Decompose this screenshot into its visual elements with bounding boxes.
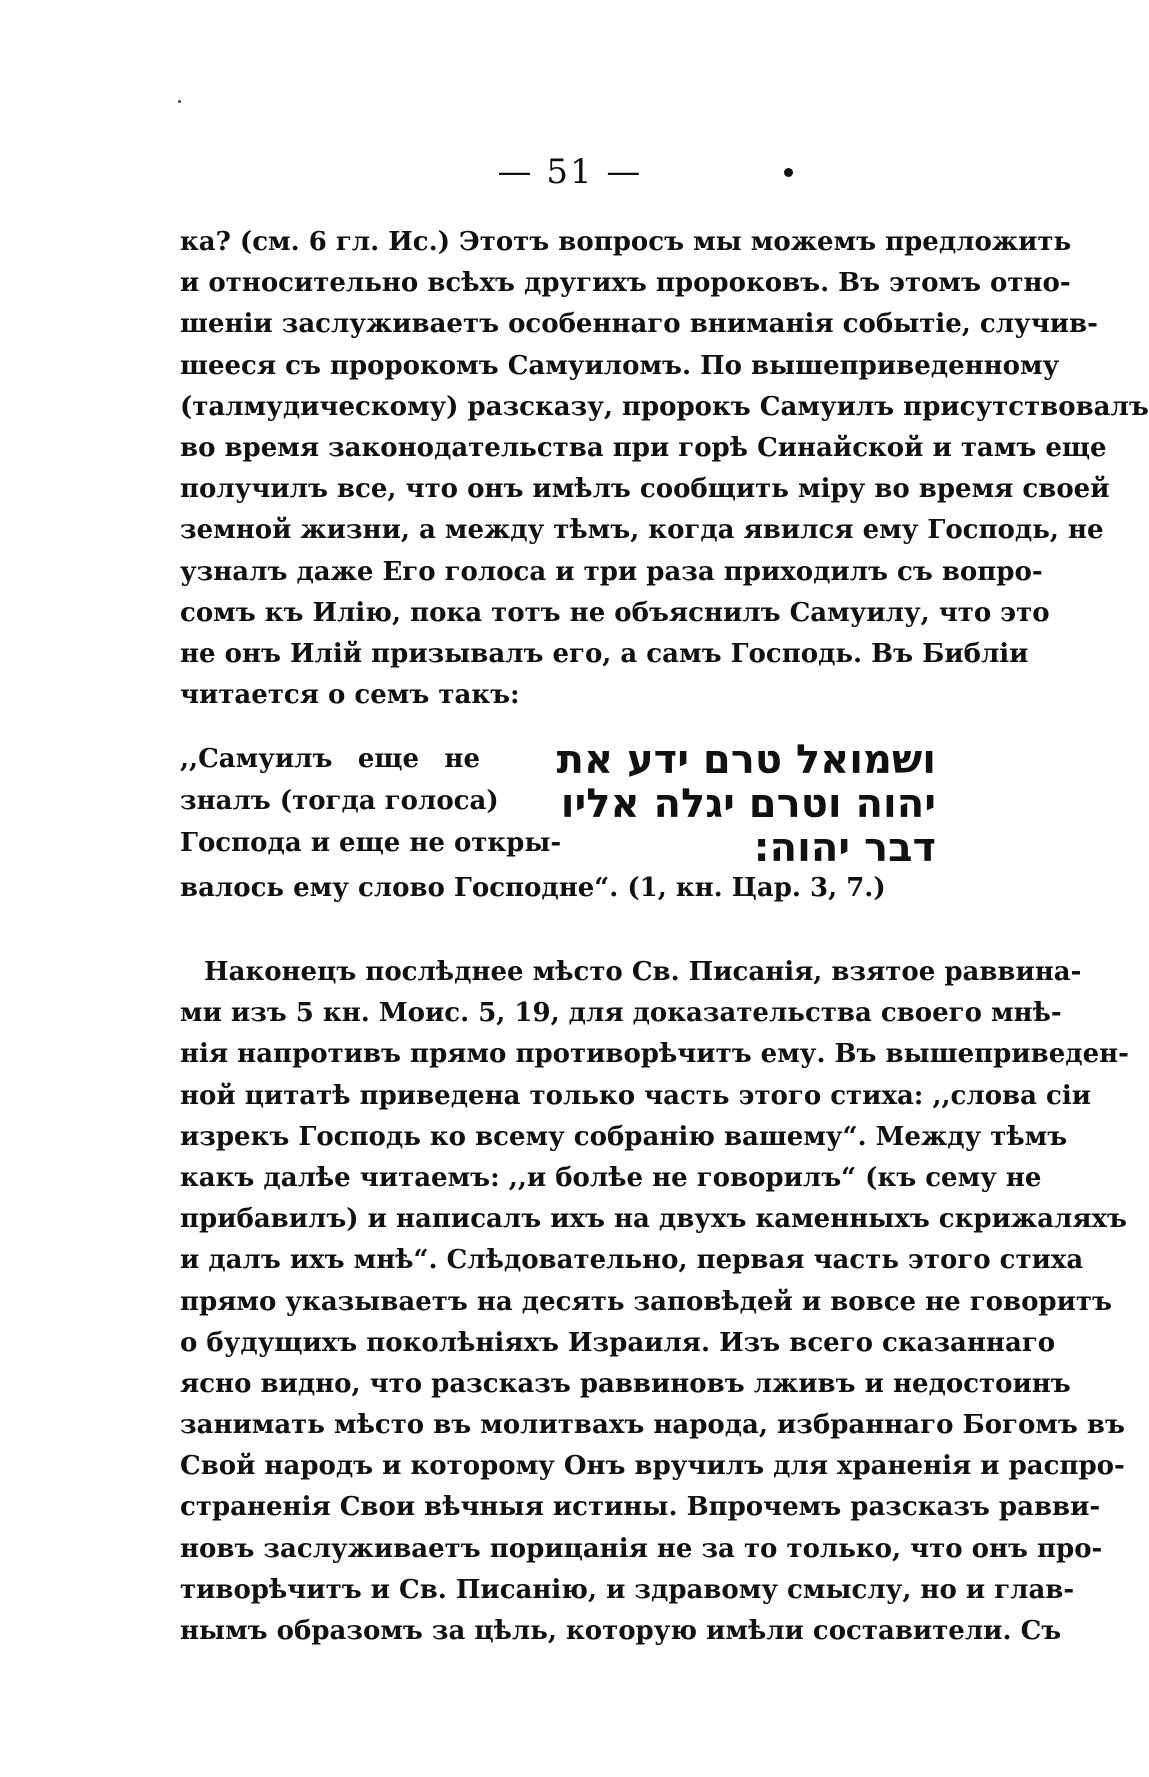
text-line: ми изъ 5 кн. Моис. 5, 19, для доказательства своего мнѣ-: [180, 998, 1062, 1029]
quote-russian: [180, 738, 562, 864]
text-line: и относительно всѣхъ другихъ пророковъ. Въ этомъ отно-: [180, 268, 1071, 299]
hebrew-line: דבר יהוה:: [753, 825, 936, 871]
text-line: ясно видно, что разсказъ раввиновъ лживъ и недостоинъ: [180, 1368, 1071, 1399]
text-line: изрекъ Господь ко всему собранію вашему“. Между тѣмъ: [180, 1121, 1068, 1152]
text-line: ной цитатѣ приведена только часть этого стиха: ,,слова сіи: [180, 1080, 1092, 1111]
quote-line: зналъ (тогда голоса): [180, 786, 499, 816]
text-line: новъ заслуживаетъ порицанія не за то только, что онъ про-: [180, 1533, 1103, 1564]
text-line: земной жизни, а между тѣмъ, когда явился ему Господь, не: [180, 515, 1104, 546]
text-line: ка? (см. 6 гл. Ис.) Этотъ вопросъ мы можемъ предложить: [180, 227, 1072, 257]
text-line: нымъ образомъ за цѣль, которую имѣли составители. Съ: [180, 1616, 1062, 1646]
text-line: читается о семъ такъ:: [180, 680, 520, 711]
paragraph-2: [180, 952, 1129, 1652]
text-line: шееся съ пророкомъ Самуиломъ. По вышеприведенному: [180, 350, 1060, 381]
text-line: нія напротивъ прямо противорѣчитъ ему. Въ вышеприведен-: [180, 1039, 1129, 1070]
paper-speck: [178, 100, 181, 103]
text-line: страненія Свои вѣчныя истины. Впрочемъ разсказъ равви-: [180, 1492, 1101, 1523]
bible-quote: [180, 738, 936, 918]
text-line: занимать мѣсто въ молитвахъ народа, избраннаго Богомъ въ: [180, 1410, 1125, 1441]
text-line: прямо указываетъ на десять заповѣдей и вовсе не говоритъ: [180, 1286, 1112, 1317]
text-line: Свой народъ и которому Онъ вручилъ для храненія и распро-: [180, 1451, 1125, 1482]
text-line: узналъ даже Его голоса и три раза приходилъ съ вопро-: [180, 556, 1043, 587]
paragraph-1: [180, 222, 1149, 716]
quote-line: Господа и еще не откры-: [180, 828, 562, 858]
ink-dot: [784, 168, 793, 177]
text-line: не онъ Илій призывалъ его, а самъ Господь. Въ Библіи: [180, 638, 1029, 669]
quote-citation-line: [180, 868, 886, 909]
page-number: — 51 —: [497, 152, 643, 192]
quote-line: валось ему слово Господне“. (1, кн. Цар. 3, 7.): [180, 873, 886, 903]
hebrew-line: ושמואל טרם ידע את: [556, 737, 936, 783]
text-line: во время законодательства при горѣ Синайской и тамъ еще: [180, 432, 1107, 463]
quote-hebrew: [490, 738, 936, 870]
text-line: Наконецъ послѣднее мѣсто Св. Писанія, взятое раввина-: [204, 957, 1082, 987]
hebrew-line: יהוה וטרם יגלה אליו: [560, 781, 936, 827]
text-line: о будущихъ поколѣніяхъ Израиля. Изъ всего сказаннаго: [180, 1327, 1056, 1358]
text-line: какъ далѣе читаемъ: ,,и болѣе не говорилъ“ (къ сему не: [180, 1162, 1042, 1193]
text-line: (талмудическому) разсказу, пророкъ Самуилъ присутствовалъ: [180, 391, 1149, 422]
text-line: тиворѣчитъ и Св. Писанію, и здравому смыслу, но и глав-: [180, 1574, 1075, 1605]
text-line: сомъ къ Илію, пока тотъ не объяснилъ Самуилу, что это: [180, 597, 1050, 628]
text-line: прибавилъ) и написалъ ихъ на двухъ каменныхъ скрижаляхъ: [180, 1204, 1127, 1235]
text-line: получилъ все, что онъ имѣлъ сообщить міру во время своей: [180, 474, 1110, 505]
text-line: шеніи заслуживаетъ особеннаго вниманія событіе, случив-: [180, 309, 1098, 340]
text-line: и далъ ихъ мнѣ“. Слѣдовательно, первая часть этого стиха: [180, 1245, 1084, 1276]
quote-line: ,,Самуилъ еще не: [180, 744, 480, 774]
